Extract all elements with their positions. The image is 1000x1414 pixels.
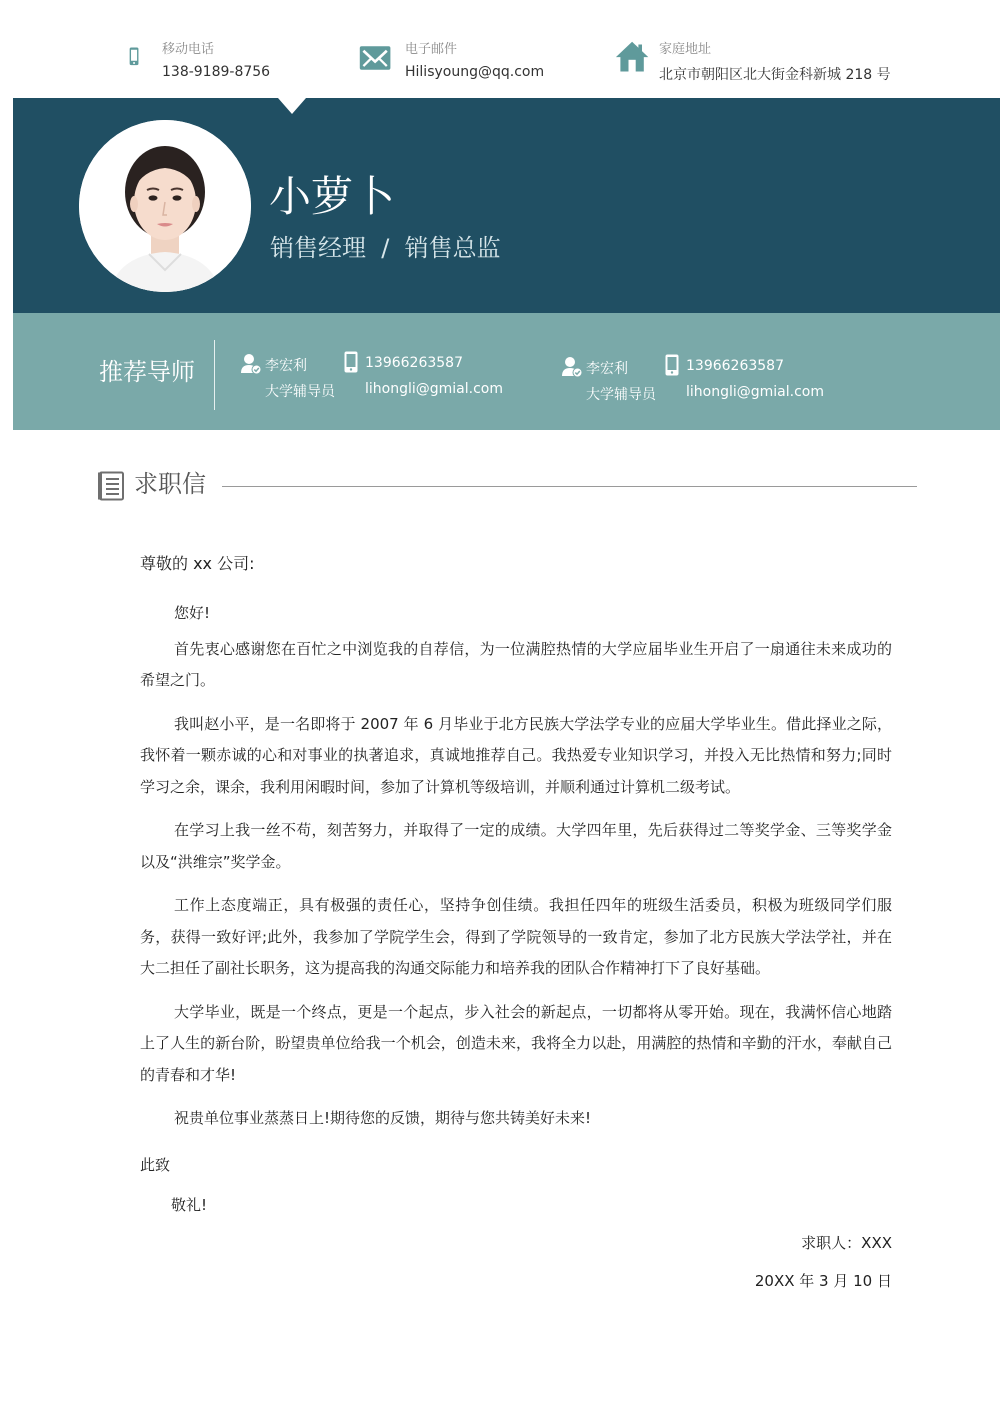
avatar-portrait-icon xyxy=(79,120,251,292)
cover-letter-body xyxy=(140,550,892,1295)
letter-salutation: 尊敬的 xx 公司: xyxy=(140,554,255,573)
letter-date: 20XX 年 3 月 10 日 xyxy=(754,1271,892,1290)
letter-paragraph: 工作上态度端正，具有极强的责任心，坚持争创佳绩。我担任四年的班级生活委员，积极为班级同学们服务，获得一致好评;此外，我参加了学院学生会，得到了学院领导的一致肯定，参加了北方民族大学法学社，并在大二担任了副社长职务，这为提高我的沟通交际能力和培养我的团队合作精神打下了良好基础。 xyxy=(140,896,892,977)
user-check-icon xyxy=(561,356,583,378)
section-rule xyxy=(222,486,917,487)
profile-header xyxy=(13,98,1000,313)
mentor-name: 李宏利 xyxy=(586,361,628,377)
user-check-icon xyxy=(240,353,262,375)
contact-email-label: 电子邮件 xyxy=(405,42,458,57)
contact-phone-value[interactable]: 138-9189-8756 xyxy=(162,64,271,80)
mentor-phone[interactable]: 13966263587 xyxy=(365,355,463,371)
mobile-phone-icon xyxy=(344,351,358,373)
contact-address-value: 北京市朝阳区北大街金科新城 218 号 xyxy=(659,67,891,83)
envelope-icon xyxy=(358,40,394,76)
document-list-icon xyxy=(98,471,126,501)
mentor-email[interactable]: lihongli@gmial.com xyxy=(686,384,824,400)
mentor-card xyxy=(561,354,861,404)
avatar xyxy=(79,120,251,292)
contact-address-label: 家庭地址 xyxy=(659,42,712,57)
letter-paragraph: 在学习上我一丝不苟，刻苦努力，并取得了一定的成绩。大学四年里，先后获得过二等奖学金、三等奖学金以及“洪维宗”奖学金。 xyxy=(140,821,892,871)
profile-role: 销售经理 / 销售总监 xyxy=(270,234,501,262)
contact-bar xyxy=(0,0,1000,98)
letter-paragraph: 我叫赵小平，是一名即将于 2007 年 6 月毕业于北方民族大学法学专业的应届大学毕业生。借此择业之际，我怀着一颗赤诚的心和对事业的执著追求，真诚地推荐自己。我热爱专业知识学习，并投入无比热情和努力;同时学习之余，课余，我利用闲暇时间，参加了计算机等级培训，并顺利通过计算机二级考试。 xyxy=(140,714,892,796)
header-notch xyxy=(278,98,306,114)
mentor-title: 大学辅导员 xyxy=(586,387,656,403)
letter-closing: 此致 xyxy=(140,1155,171,1174)
mobile-phone-icon xyxy=(128,40,150,76)
letter-paragraph: 大学毕业，既是一个终点，更是一个起点，步入社会的新起点，一切都将从零开始。现在，我满怀信心地踏上了人生的新台阶，盼望贵单位给我一个机会，创造未来，我将全力以赴，用满腔的热情和辛勤的汗水，奉献自己的青春和才华! xyxy=(140,1002,892,1084)
letter-regards: 敬礼! xyxy=(171,1195,208,1214)
contact-phone-label: 移动电话 xyxy=(162,42,215,57)
section-title: 求职信 xyxy=(134,470,206,498)
mobile-phone-icon xyxy=(665,354,679,376)
cover-letter-heading xyxy=(98,468,918,504)
mentor-section-title: 推荐导师 xyxy=(99,358,195,386)
letter-paragraph: 您好! xyxy=(174,604,211,622)
profile-name: 小萝卜 xyxy=(269,172,396,221)
house-icon xyxy=(614,40,652,76)
letter-paragraph: 首先衷心感谢您在百忙之中浏览我的自荐信，为一位满腔热情的大学应届毕业生开启了一扇通往未来成功的希望之门。 xyxy=(140,639,892,689)
mentor-divider xyxy=(214,340,215,410)
mentor-email[interactable]: lihongli@gmial.com xyxy=(365,381,503,397)
contact-email-value[interactable]: Hilisyoung@qq.com xyxy=(405,64,545,80)
mentor-phone[interactable]: 13966263587 xyxy=(686,358,784,374)
letter-signer: 求职人：XXX xyxy=(801,1233,892,1252)
mentor-name: 李宏利 xyxy=(265,358,307,374)
letter-paragraph: 祝贵单位事业蒸蒸日上!期待您的反馈，期待与您共铸美好未来! xyxy=(174,1109,592,1127)
mentor-card xyxy=(240,351,540,401)
mentor-title: 大学辅导员 xyxy=(265,384,335,400)
mentor-band xyxy=(13,313,1000,430)
